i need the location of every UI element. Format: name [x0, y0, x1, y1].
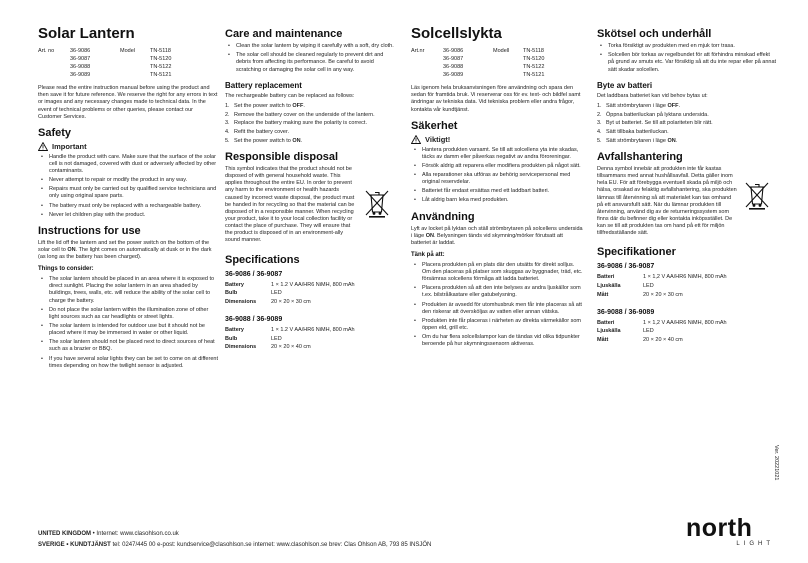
intro-sv: Läs igenom hela bruksanvisningen före användning och spara den sedan för framtida bruk. Vi reserverar oss för ev. text- och bildfel samt ändringar av tekniska data. Vid tekniska problem eller andra frågor, kontakta vår kundtjänst. — [411, 85, 581, 113]
use-heading-sv: Användning — [411, 210, 475, 223]
model-table-en — [38, 48, 218, 80]
battery-step: 4. Refit the battery cover. — [225, 129, 290, 136]
disposal-text-sv: Denna symbol innebär att produkten inte får kastas tillsammans med annat hushållsavfall. Detta gäller inom hela EU. För att förebygga eventuell skada på miljö och hälsa, orsakad av felaktig avfallshantering, ska produkten lämnas till återvinning så att materialet kan tas omhand på ett ansvarsfullt sätt. När du lämnar produkten till återvinning, använd dig av de returneringssystem som finns där du befinner dig eller kontakta inköpsstället. De kan se till att produkten tas om hand på ett för miljön tillfredsställande sätt. — [597, 165, 737, 237]
battery-step: 2. Öppna batteriluckan på lyktans undersida. — [597, 111, 709, 118]
list-item: • Never attempt to repair or modify the product in any way. — [38, 177, 218, 184]
battery-step: 3. Byt ut batteriet. Se till att polariteten blir rätt. — [597, 120, 713, 127]
spec-row: Ljuskälla LED — [597, 283, 654, 290]
spec-model-heading: 36-9088 / 36-9089 — [225, 315, 283, 323]
model-row: Art. no 36-9086 Model TN-5118 — [38, 47, 171, 54]
spec-row: Dimensions 20 × 20 × 30 cm — [225, 298, 311, 305]
version-label: Ver. 20221021 — [773, 445, 779, 481]
list-item: • The solar lantern should be placed in an area where it is exposed to direct sunlight. Placing the solar lantern in an area shaded by buildings, trees, walls, etc. will reduce the ability of the solar cell to charge the battery. — [38, 276, 218, 305]
footer — [38, 531, 638, 553]
list-item: • Torka försiktigt av produkten med en mjuk torr trasa. — [597, 43, 777, 50]
spec-model-heading: 36-9086 / 36-9087 — [597, 263, 655, 271]
use-text-en: Lift the lid off the lantern and set the power switch on the bottom of the solar cell to ON. The light comes on automatically at dusk or in the dark (as long as the battery has been charged). — [38, 239, 212, 261]
english-column-left — [38, 26, 218, 373]
care-heading-sv: Skötsel och underhåll — [597, 28, 712, 40]
consider-heading-en: Things to consider: — [38, 266, 94, 273]
disposal-text-en: This symbol indicates that the product should not be disposed of with general household waste. This applies throughout the entire EU. In order to prevent any harm to the environment or health hazards caused by incorrect waste disposal, the product must be handed in for recycling so that the material can be disposed of in a responsible manner. When recycling your product, take it to your local collection facility or contact the place of purchase. They will ensure that the product is disposed of in an environment-ally sound manner. — [225, 165, 355, 244]
battery-intro-en: The rechargeable battery can be replaced as follows: — [225, 93, 355, 100]
spec-table — [597, 274, 727, 300]
list-item: • Produkten är avsedd för utomhusbruk men får inte placeras så att den riskerar att översköljas av vatten eller annan vätska. — [411, 302, 583, 316]
model-row: 36-9087 TN-5120 — [70, 55, 172, 62]
battery-step: 5. Set the power switch to ON. — [225, 137, 303, 144]
spec-row: Bulb LED — [225, 335, 282, 342]
list-item: • Batteriet får endast ersättas med ett laddbart batteri. — [411, 188, 583, 195]
footer-uk: UNITED KINGDOM • Internet: www.clasohlson.co.uk — [38, 531, 179, 537]
battery-steps-sv — [597, 103, 777, 145]
use-text-sv: Lyft av locket på lyktan och ställ strömbrytaren på solcellens undersida i läge ON. Belysningen tänds vid skymning/mörker förutsatt att batteriet är laddat. — [411, 225, 583, 246]
battery-step: 4. Sätt tillbaka batteriluckan. — [597, 129, 669, 136]
swedish-column-left — [411, 26, 583, 351]
battery-step: 5. Sätt strömbrytaren i läge ON. — [597, 137, 678, 144]
spec-row: Battery 1 × 1.2 V AA/HR6 NiMH, 800 mAh — [225, 281, 355, 288]
spec-row: Batteri 1 × 1,2 V AA/HR6 NiMH, 800 mAh — [597, 319, 727, 326]
spec-table — [597, 319, 727, 345]
intro-en: Please read the entire instruction manual before using the product and then save it for future reference. We reserve the right for any errors in text or images and any necessary changes made to technical data. In the event of technical problems or other queries, please contact our Customer Services. — [38, 85, 218, 120]
model-row: 36-9089 TN-5121 — [443, 71, 545, 78]
battery-step: 1. Sätt strömbrytaren i läge OFF. — [597, 103, 680, 110]
battery-intro-sv: Det laddbara batteriet kan vid behov bytas ut: — [597, 93, 708, 100]
care-heading-en: Care and maintenance — [225, 28, 343, 40]
list-item: • Handle the product with care. Make sure that the surface of the solar cell is not damaged, covered with dust or adversely affected by other contaminants. — [38, 154, 218, 175]
list-item: • Alla reparationer ska utföras av behörig servicepersonal med original reservdelar. — [411, 172, 583, 186]
model-row: 36-9089 TN-5121 — [70, 71, 172, 78]
list-item: • Om du har flera solcellslampor kan de tändas vid olika tidpunkter beroende på hur skymningssensorn aktiveras. — [411, 334, 583, 348]
weee-bin-icon — [363, 188, 391, 218]
spec-table — [225, 326, 355, 352]
safety-heading-sv: Säkerhet — [411, 119, 458, 132]
model-row: 36-9087 TN-5120 — [443, 55, 545, 62]
consider-heading-sv: Tänk på att: — [411, 252, 445, 259]
list-item: • Repairs must only be carried out by qualified service technicians and only using original spare parts. — [38, 186, 218, 200]
important-label-en: Important — [38, 142, 218, 152]
spec-row: Batteri 1 × 1,2 V AA/HR6 NiMH, 800 mAh — [597, 274, 727, 281]
care-list-sv — [597, 43, 777, 74]
list-item: • Placera produkten på en plats där den utsätts för direkt solljus. Om den placeras på platser som skuggas av byggnader, träd, etc. försämras solcellens förmåga att ladda batteriet. — [411, 262, 583, 283]
spec-row: Battery 1 × 1.2 V AA/HR6 NiMH, 800 mAh — [225, 326, 355, 333]
safety-list-en — [38, 154, 218, 219]
spec-row: Dimensions 20 × 20 × 40 cm — [225, 344, 311, 351]
english-column-right — [225, 26, 397, 360]
spec-tables-en — [225, 270, 397, 353]
model-row: Art.nr 36-9086 Modell TN-5118 — [411, 47, 544, 54]
warning-icon — [38, 142, 48, 151]
battery-heading-sv: Byte av batteri — [597, 80, 653, 90]
spec-row: Mått 20 × 20 × 30 cm — [597, 291, 683, 298]
list-item: • The solar lantern is intended for outdoor use but it should not be placed where it may be immersed in water or other liquid. — [38, 323, 218, 337]
page-title-en: Solar Lantern — [38, 25, 135, 42]
disposal-heading-en: Responsible disposal — [225, 150, 339, 163]
spec-tables-sv — [597, 262, 777, 345]
spec-row: Bulb LED — [225, 290, 282, 297]
list-item: • Solcellen bör torkas av regelbundet för att förhindra minskad effekt på grund av smuts etc. Var försiktig så att du inte repar eller på annat sätt skadar solcellen. — [597, 52, 777, 73]
list-item: • Försök aldrig att reparera eller modifiera produkten på något sätt. — [411, 163, 583, 170]
consider-list-en — [38, 276, 218, 370]
list-item: • Låt aldrig barn leka med produkten. — [411, 197, 583, 204]
list-item: • Produkten inte får placeras i närheten av direkta värmekällor som öppen eld, grill etc. — [411, 318, 583, 332]
list-item: • Hantera produkten varsamt. Se till att solcellens yta inte skadas, täcks av damm eller påverkas negativt av andra föroreningar. — [411, 147, 583, 161]
list-item: • Never let children play with the product. — [38, 212, 218, 219]
model-table-sv — [411, 48, 583, 80]
spec-heading-sv: Specifikationer — [597, 246, 676, 259]
spec-row: Ljuskälla LED — [597, 328, 654, 335]
care-list-en — [225, 43, 397, 74]
warning-icon — [411, 135, 421, 144]
safety-heading-en: Safety — [38, 126, 72, 139]
list-item: • Do not place the solar lantern within the illumination zone of other light sources such as car headlights or street lights. — [38, 307, 218, 321]
list-item: • Clean the solar lantern by wiping it carefully with a soft, dry cloth. — [225, 43, 397, 50]
battery-step: 1. Set the power switch to OFF. — [225, 103, 305, 110]
spec-model-heading: 36-9088 / 36-9089 — [597, 308, 655, 316]
weee-bin-icon — [743, 180, 771, 210]
model-row: 36-9088 TN-5122 — [443, 63, 545, 70]
battery-step: 3. Replace the battery making sure the polarity is correct. — [225, 120, 367, 127]
north-light-logo: north LIGHT — [686, 514, 774, 547]
safety-list-sv — [411, 147, 583, 205]
page-title-sv: Solcellslykta — [411, 25, 502, 42]
battery-heading-en: Battery replacement — [225, 80, 302, 90]
spec-model-heading: 36-9086 / 36-9087 — [225, 270, 283, 278]
list-item: • The solar lantern should not be placed next to direct sources of heat such as a brazier or BBQ. — [38, 339, 218, 353]
battery-steps-en — [225, 103, 397, 145]
battery-step: 2. Remove the battery cover on the underside of the lantern. — [225, 111, 375, 118]
use-heading-en: Instructions for use — [38, 224, 141, 237]
list-item: • The battery must only be replaced with a rechargeable battery. — [38, 203, 218, 210]
spec-row: Mått 20 × 20 × 40 cm — [597, 337, 683, 344]
list-item: • If you have several solar lights they can be set to come on at different times depending on how the twilight sensor is adjusted. — [38, 356, 218, 370]
list-item: • Placera produkten så att den inte belyses av andra ljuskällor som t.ex. bilstrålkastare eller gatubelysning. — [411, 285, 583, 299]
spec-heading-en: Specifications — [225, 253, 300, 266]
spec-table — [225, 281, 355, 307]
list-item: • The solar cell should be cleaned regularly to prevent dirt and debris from affecting its performance. Be careful to avoid scratching or damaging the solar cell in any way. — [225, 52, 397, 73]
footer-se: SVERIGE • KUNDTJÄNST tel: 0247/445 00 e-post: kundservice@clasohlson.se internet: www.clasohlson.se brev: Clas Ohlson AB, 793 85 INSJÖN — [38, 541, 432, 548]
consider-list-sv — [411, 262, 583, 349]
swedish-column-right — [597, 26, 777, 353]
model-row: 36-9088 TN-5122 — [70, 63, 172, 70]
disposal-heading-sv: Avfallshantering — [597, 150, 683, 163]
important-label-sv: Viktigt! — [411, 135, 583, 145]
